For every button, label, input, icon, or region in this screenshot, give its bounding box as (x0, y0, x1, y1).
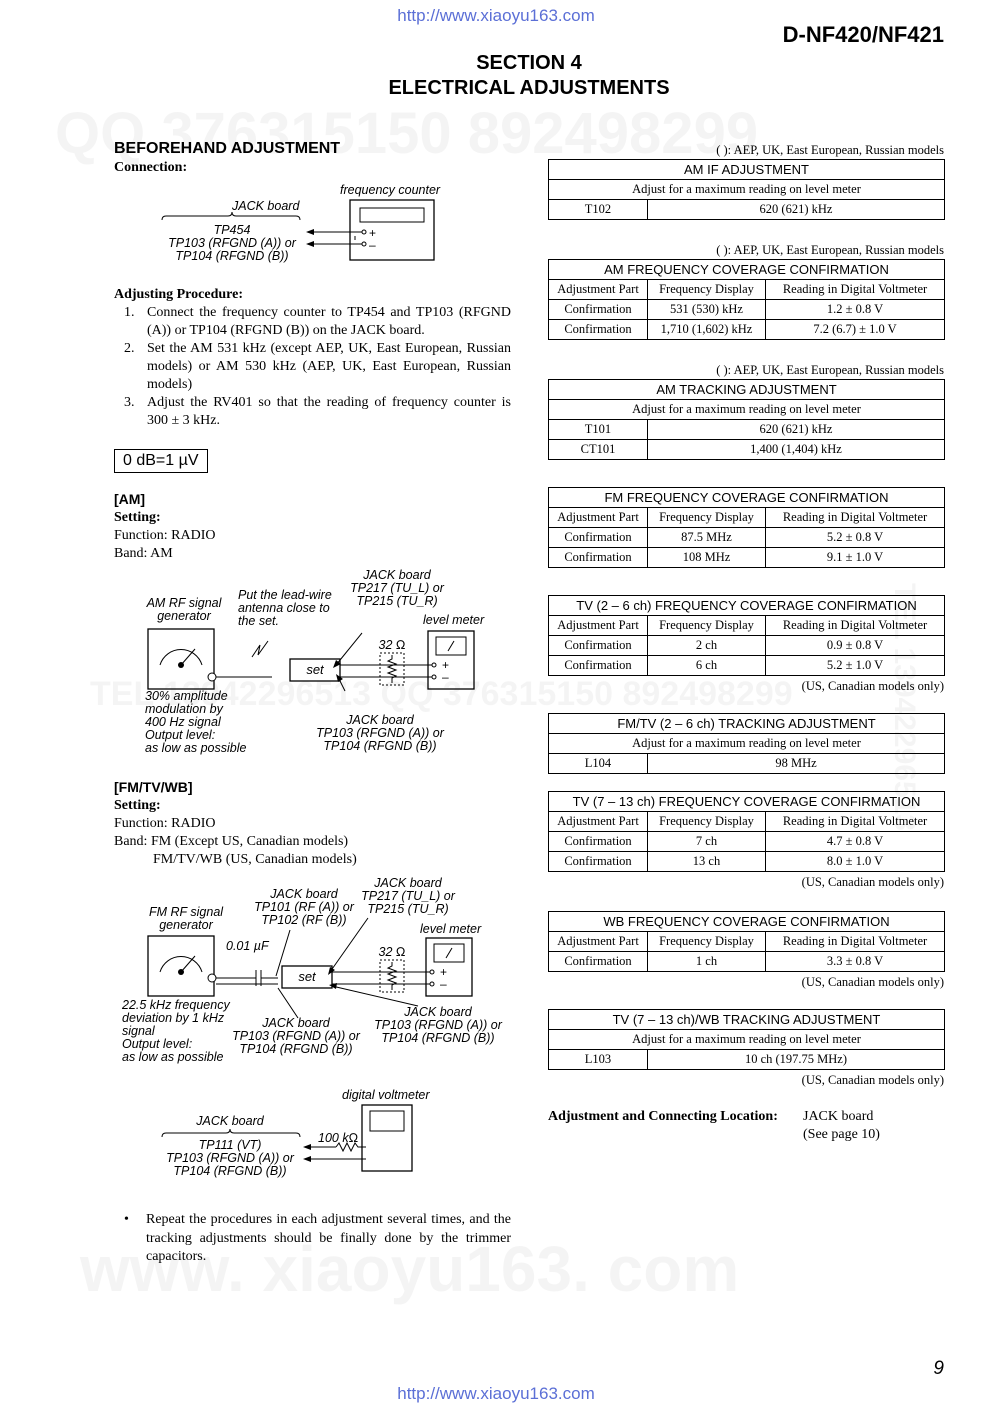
source-url-bottom[interactable]: http://www.xiaoyu163.com (397, 1384, 595, 1403)
svg-text:TP104 (RFGND (B)): TP104 (RFGND (B)) (173, 1164, 287, 1178)
procedure-step: 2. Set the AM 531 kHz (except AEP, UK, East European, Russian models) or AM 530 kHz (AEP, UK, East European, Russian models) (124, 341, 511, 392)
svg-text:set: set (306, 662, 324, 677)
svg-text:TP111 (VT): TP111 (VT) (198, 1138, 262, 1152)
svg-text:deviation by 1 kHz: deviation by 1 kHz (122, 1011, 225, 1025)
svg-text:TP102 (RF (B)): TP102 (RF (B)) (261, 913, 347, 927)
location-value: JACK board (803, 1109, 874, 1124)
table-tv713-freq: TV (7 – 13 ch) FREQUENCY COVERAGE CONFIRMATION Adjustment Part Frequency Display Reading in Digital Voltmeter Confirmation 7 ch 4.7 ± 0.8 V Confirmation 13 ch 8.0 ± 1.0 V (548, 791, 945, 872)
svg-text:generator: generator (157, 609, 211, 623)
fm-setting: Setting: Function: RADIO Band: FM (Except US, Canadian models) FM/TV/WB (US, Canadian models) (114, 798, 357, 867)
svg-text:+: + (440, 965, 448, 979)
svg-text:–: – (442, 670, 449, 684)
table-am-freq: AM FREQUENCY COVERAGE CONFIRMATION Adjustment Part Frequency Display Reading in Digital Voltmeter Confirmation 531 (530) kHz 1.2 ± 0.8 V Confirmation 1,710 (1,602) kHz 7.2 (6.7) ± 1.0 V (548, 259, 945, 340)
svg-text:as low as possible: as low as possible (145, 741, 247, 755)
svg-text:TP101 (RF (A)) or: TP101 (RF (A)) or (254, 900, 354, 914)
svg-text:JACK board: JACK board (196, 1114, 264, 1128)
table-fmtv-tracking: FM/TV (2 – 6 ch) TRACKING ADJUSTMENT Adjust for a maximum reading on level meter L104 98 MHz (548, 713, 945, 774)
svg-text:TP103 (RFGND (A)) or: TP103 (RFGND (A)) or (316, 726, 444, 740)
svg-text:JACK board: JACK board (363, 568, 431, 582)
conn-tp454: TP454 (213, 223, 251, 237)
note-us-1: (US, Canadian models only) (801, 679, 944, 693)
note-us-2: (US, Canadian models only) (801, 875, 944, 889)
svg-text:30% amplitude: 30% amplitude (145, 689, 228, 703)
conn-jack-board: JACK board (232, 199, 300, 213)
note-aep-2: ( ): AEP, UK, East European, Russian models (716, 243, 944, 257)
svg-text:generator: generator (159, 918, 213, 932)
svg-text:0.01 µF: 0.01 µF (226, 939, 269, 953)
svg-text:+: + (442, 658, 450, 672)
svg-text:TP103 (RFGND (A)) or: TP103 (RFGND (A)) or (232, 1029, 360, 1043)
procedure-step: 3. Adjust the RV401 so that the reading of frequency counter is 300 ± 3 kHz. (124, 395, 511, 428)
location-page: (See page 10) (803, 1127, 880, 1142)
svg-text:JACK board: JACK board (404, 1005, 472, 1019)
fm-title: [FM/TV/WB] (114, 779, 193, 795)
svg-text:TP215 (TU_R): TP215 (TU_R) (356, 594, 438, 608)
connection-diagram (150, 180, 450, 270)
conn-minus: – (369, 238, 376, 252)
svg-text:AM RF signal: AM RF signal (146, 596, 222, 610)
svg-text:digital voltmeter: digital voltmeter (342, 1088, 430, 1102)
beforehand-title: BEFOREHAND ADJUSTMENT (114, 140, 341, 157)
svg-text:400 Hz signal: 400 Hz signal (145, 715, 221, 729)
svg-text:as low as possible: as low as possible (122, 1050, 224, 1064)
note-aep-3: ( ): AEP, UK, East European, Russian models (716, 363, 944, 377)
svg-text:JACK board: JACK board (270, 887, 338, 901)
connection-label: Connection: (114, 160, 188, 175)
svg-text:Put the lead-wire: Put the lead-wire (238, 588, 332, 602)
procedure-step: 1. Connect the frequency counter to TP454 and TP103 (RFGND (A)) or TP104 (RFGND (B)) on the JACK board. (124, 305, 511, 338)
page-number: 9 (933, 1358, 944, 1379)
svg-text:TP217 (TU_L) or: TP217 (TU_L) or (350, 581, 444, 595)
svg-text:antenna close to: antenna close to (238, 601, 330, 615)
conn-tp104: TP104 (RFGND (B)) (175, 249, 289, 263)
procedure-title: Adjusting Procedure: (114, 287, 243, 302)
svg-text:32 Ω: 32 Ω (378, 638, 406, 652)
svg-text:the set.: the set. (238, 614, 279, 628)
svg-text:TP103 (RFGND (A)) or: TP103 (RFGND (A)) or (166, 1151, 294, 1165)
section-title: ELECTRICAL ADJUSTMENTS (388, 77, 670, 99)
svg-text:TP104 (RFGND (B)): TP104 (RFGND (B)) (323, 739, 437, 753)
am-diagram (140, 565, 520, 765)
table-am-if: AM IF ADJUSTMENT Adjust for a maximum reading on level meter T102 620 (621) kHz (548, 159, 945, 220)
svg-text:TP104 (RFGND (B)): TP104 (RFGND (B)) (381, 1031, 495, 1045)
am-setting: Setting: Function: RADIO Band: AM (114, 510, 216, 561)
svg-text:TP217 (TU_L) or: TP217 (TU_L) or (361, 889, 455, 903)
repeat-note: • Repeat the procedures in each adjustment several times, and the tracking adjustments should be finally done by the trimmer capacitors. (124, 1212, 511, 1264)
svg-text:JACK board: JACK board (262, 1016, 330, 1030)
svg-text:modulation by: modulation by (145, 702, 223, 716)
svg-text:Output level:: Output level: (145, 728, 216, 742)
conn-freq-counter: frequency counter (340, 183, 441, 197)
model-number: D-NF420/NF421 (782, 22, 944, 47)
note-us-4: (US, Canadian models only) (801, 1073, 944, 1087)
svg-text:FM RF signal: FM RF signal (148, 905, 224, 919)
conn-plus: + (369, 226, 377, 240)
svg-text:JACK board: JACK board (374, 876, 442, 890)
conn-tp103: TP103 (RFGND (A)) or (168, 236, 296, 250)
section-number: SECTION 4 (476, 52, 582, 74)
note-us-3: (US, Canadian models only) (801, 975, 944, 989)
table-wb-freq: WB FREQUENCY COVERAGE CONFIRMATION Adjustment Part Frequency Display Reading in Digital Voltmeter Confirmation 1 ch 3.3 ± 0.8 V (548, 911, 945, 972)
svg-text:Output level:: Output level: (122, 1037, 193, 1051)
svg-text:–: – (440, 977, 447, 991)
am-title: [AM] (114, 491, 146, 507)
fm-diagram (118, 872, 518, 1072)
location-label: Adjustment and Connecting Location: (548, 1109, 778, 1124)
svg-text:signal: signal (122, 1024, 155, 1038)
source-url-top[interactable]: http://www.xiaoyu163.com (397, 6, 595, 25)
procedure-list (114, 304, 511, 430)
svg-text:set: set (298, 969, 316, 984)
svg-text:22.5 kHz frequency: 22.5 kHz frequency (122, 998, 230, 1012)
note-aep-1: ( ): AEP, UK, East European, Russian models (716, 143, 944, 157)
table-fm-freq: FM FREQUENCY COVERAGE CONFIRMATION Adjustment Part Frequency Display Reading in Digital Voltmeter Confirmation 87.5 MHz 5.2 ± 0.8 V Confirmation 108 MHz 9.1 ± 1.0 V (548, 487, 945, 568)
voltmeter-diagram (150, 1085, 430, 1180)
svg-text:TP103 (RFGND (A)) or: TP103 (RFGND (A)) or (374, 1018, 502, 1032)
table-tvwb-tracking: TV (7 – 13 ch)/WB TRACKING ADJUSTMENT Adjust for a maximum reading on level meter L103 10 ch (197.75 MHz) (548, 1009, 945, 1070)
svg-text:32 Ω: 32 Ω (378, 945, 406, 959)
svg-text:TP104 (RFGND (B)): TP104 (RFGND (B)) (239, 1042, 353, 1056)
db-reference-box: 0 dB=1 µV (114, 449, 208, 473)
svg-text:TP215 (TU_R): TP215 (TU_R) (367, 902, 449, 916)
svg-text:100 kΩ: 100 kΩ (318, 1131, 359, 1145)
table-tv26-freq: TV (2 – 6 ch) FREQUENCY COVERAGE CONFIRMATION Adjustment Part Frequency Display Reading in Digital Voltmeter Confirmation 2 ch 0.9 ± 0.8 V Confirmation 6 ch 5.2 ± 1.0 V (548, 595, 945, 676)
svg-text:level meter: level meter (420, 922, 482, 936)
table-am-tracking: AM TRACKING ADJUSTMENT Adjust for a maximum reading on level meter T101 620 (621) kHz CT101 1,400 (1,404) kHz (548, 379, 945, 460)
svg-text:level meter: level meter (423, 613, 485, 627)
svg-text:JACK board: JACK board (346, 713, 414, 727)
